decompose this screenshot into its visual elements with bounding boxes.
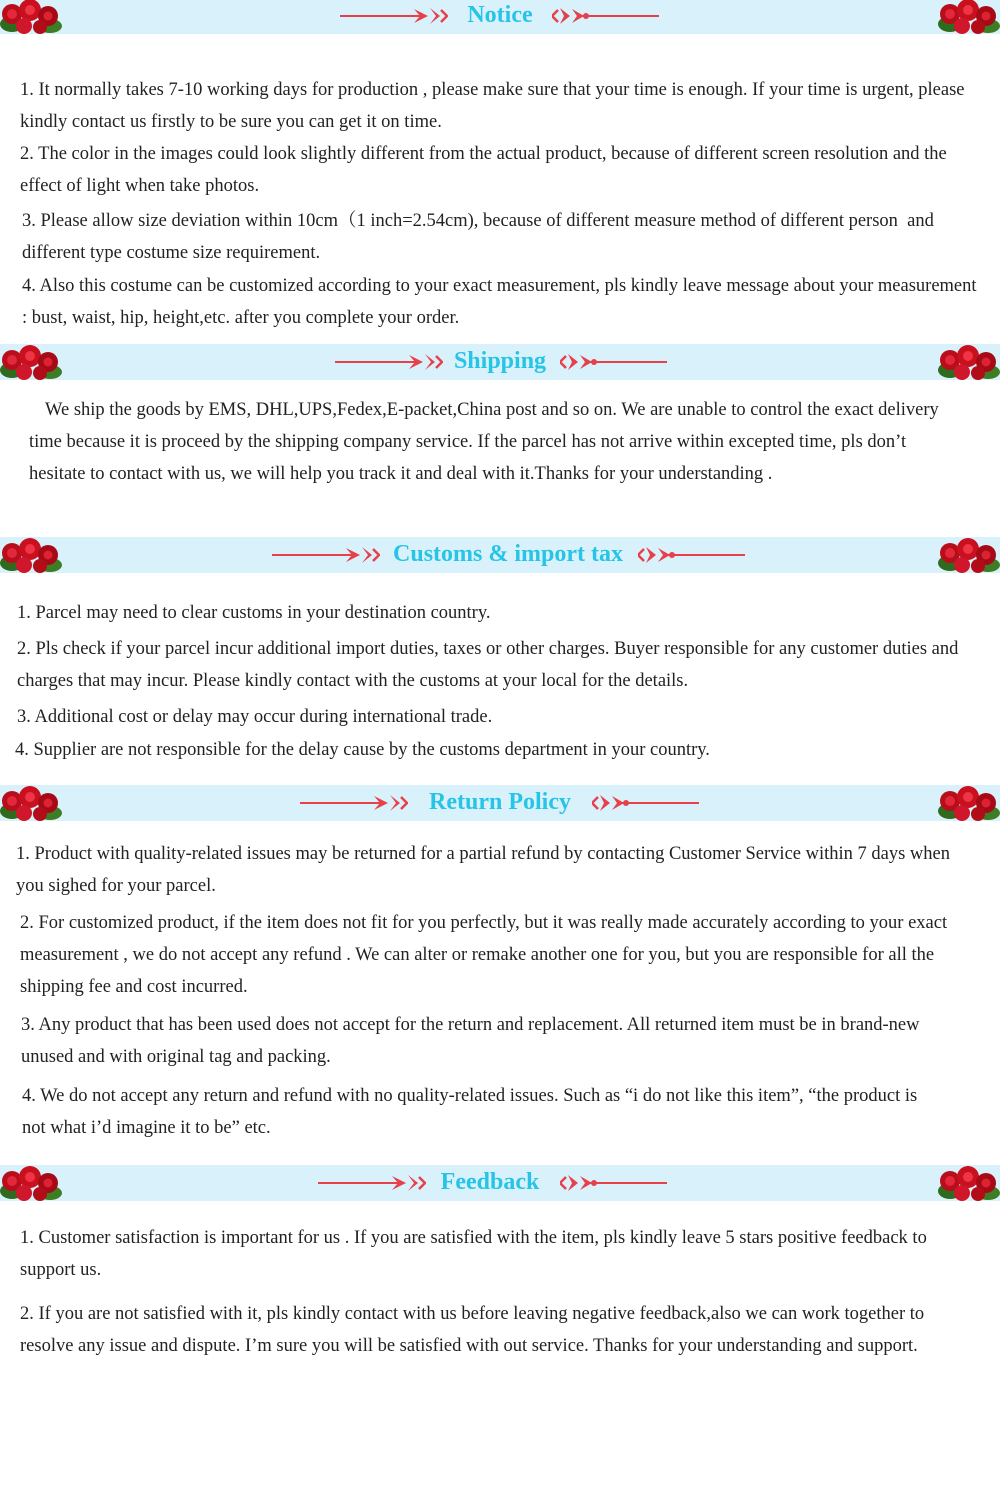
notice-item: 4. Also this costume can be customized according to your exact measurement, pls kindly leave message about your measurement : bust, waist, hip, height,etc. after you complete your order.: [22, 276, 982, 328]
roses-icon: [0, 0, 62, 34]
arrow-ornament-right-icon: [560, 1173, 668, 1193]
roses-icon: [938, 0, 1000, 34]
feedback-banner: [0, 1165, 1000, 1201]
customs-item: 4. Supplier are not responsible for the delay cause by the customs department in your country.: [15, 740, 710, 760]
customs-title: Customs & import tax: [393, 541, 623, 567]
arrow-ornament-right-icon: [552, 6, 660, 26]
notice-item: 3. Please allow size deviation within 10cm（1 inch=2.54cm), because of different measure method of different person and different type costume size requirement.: [22, 211, 939, 263]
feedback-item: 1. Customer satisfaction is important for us . If you are satisfied with the item, pls kindly leave 5 stars positive feedback to support us.: [20, 1228, 932, 1280]
roses-icon: [0, 1165, 62, 1201]
arrow-ornament-right-icon: [560, 352, 668, 372]
arrow-ornament-right-icon: [638, 545, 746, 565]
feedback-title: Feedback: [440, 1169, 540, 1195]
arrow-ornament-left-icon: [318, 1173, 426, 1193]
notice-item: 2. The color in the images could look slightly different from the actual product, because of different screen resolution and the effect of light when take photos.: [20, 144, 952, 196]
roses-icon: [0, 344, 62, 380]
return-item: 2. For customized product, if the item does not fit for you perfectly, but it was really made accurately according to your exact measurement , we do not accept any refund . We can alter or remake another one for you, but you are responsible for all the shipping fee and cost incurred.: [20, 913, 952, 997]
roses-icon: [938, 537, 1000, 573]
roses-icon: [938, 344, 1000, 380]
shipping-text: We ship the goods by EMS, DHL,UPS,Fedex,E-packet,China post and so on. We are unable to control the exact delivery time because it is proceed by the shipping company service. If the parcel has not arrive within excepted time, pls don’t hesitate to contact with us, we will help you track it and deal with it.Thanks for your understanding .: [29, 400, 944, 484]
arrow-ornament-left-icon: [272, 545, 380, 565]
arrow-ornament-left-icon: [300, 793, 408, 813]
return-item: 4. We do not accept any return and refund with no quality-related issues. Such as “i do not like this item”, “the product is not what i’d imagine it to be” etc.: [22, 1086, 922, 1138]
arrow-ornament-left-icon: [340, 6, 448, 26]
arrow-ornament-left-icon: [335, 352, 443, 372]
notice-banner: [0, 0, 1000, 34]
customs-item: 1. Parcel may need to clear customs in your destination country.: [17, 603, 491, 623]
roses-icon: [0, 785, 62, 821]
customs-item: 3. Additional cost or delay may occur during international trade.: [17, 707, 493, 727]
return-policy-banner: [0, 785, 1000, 821]
roses-icon: [0, 537, 62, 573]
customs-banner: [0, 537, 1000, 573]
return-item: 1. Product with quality-related issues may be returned for a partial refund by contacting Customer Service within 7 days when you sighed for your parcel.: [16, 844, 955, 896]
shipping-banner: [0, 344, 1000, 380]
roses-icon: [938, 785, 1000, 821]
customs-item: 2. Pls check if your parcel incur additional import duties, taxes or other charges. Buyer responsible for any customer duties and charges that may incur. Please kindly contact with the customs at your local for the details.: [17, 639, 963, 691]
notice-title: Notice: [467, 2, 533, 28]
roses-icon: [938, 1165, 1000, 1201]
return-item: 3. Any product that has been used does not accept for the return and replacement. All returned item must be in brand-new unused and with original tag and packing.: [21, 1015, 925, 1067]
shipping-title: Shipping: [453, 348, 547, 374]
return-policy-title: Return Policy: [429, 789, 571, 815]
notice-item: 1. It normally takes 7-10 working days for production , please make sure that your time is enough. If your time is urgent, please kindly contact us firstly to be sure you can get it on time.: [20, 80, 970, 132]
feedback-item: 2. If you are not satisfied with it, pls kindly contact with us before leaving negative feedback,also we can work together to resolve any issue and dispute. I’m sure you will be satisfied with out service. Thanks for your understanding and support.: [20, 1304, 929, 1356]
arrow-ornament-right-icon: [592, 793, 700, 813]
